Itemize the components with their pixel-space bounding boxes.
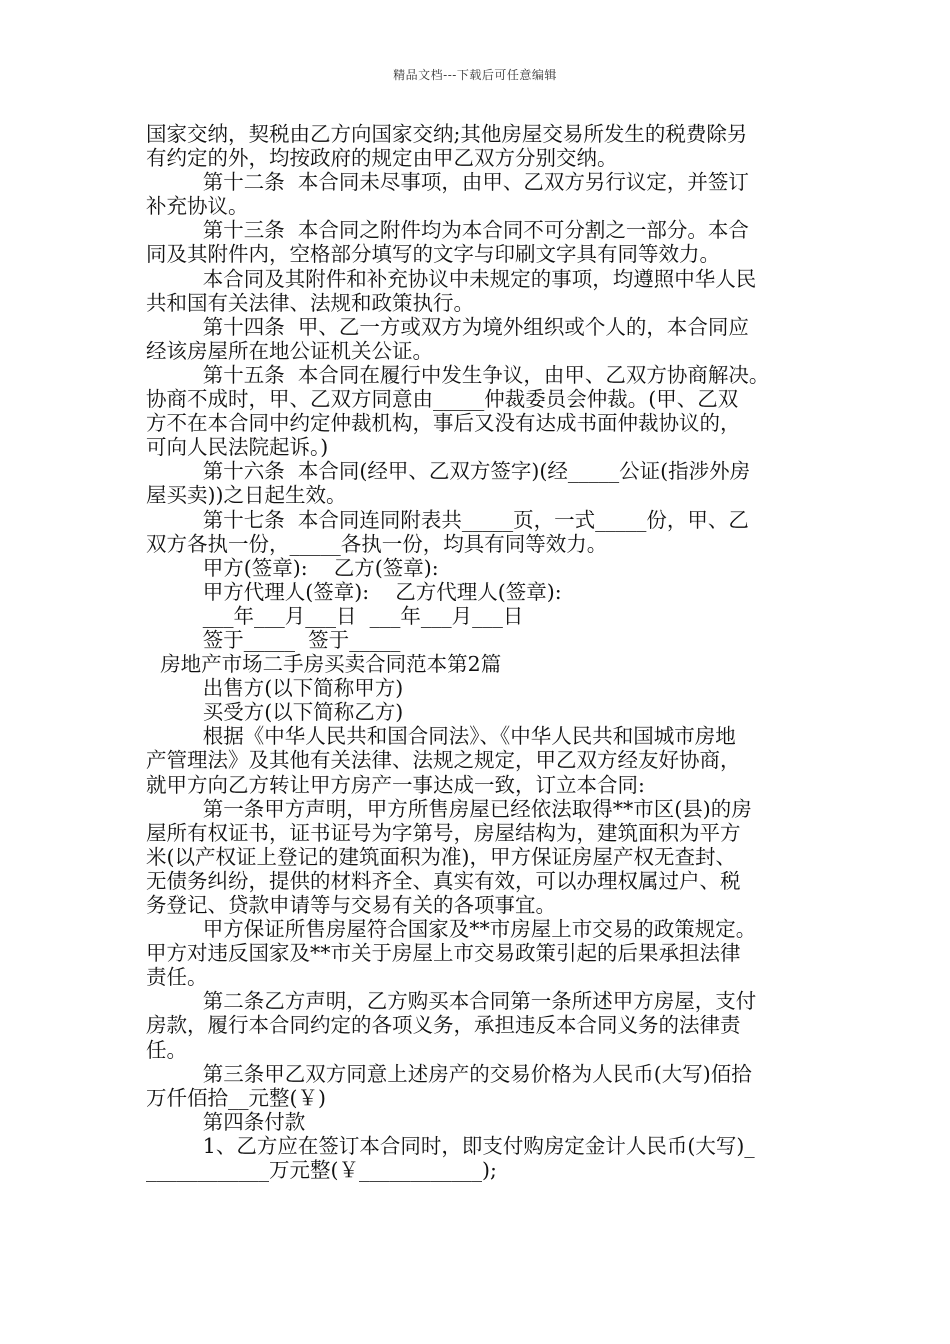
text-line: 买受方(以下简称乙方) [202,700,404,725]
text-line: 第一条甲方声明，甲方所售房屋已经依法取得**市区(县)的房 [202,796,752,821]
text-line: 务登记、贷款申请等与交易有关的各项事宜。 [146,893,556,917]
text-line: 协商不成时，甲、乙双方同意由_____仲裁委员会仲裁。(甲、乙双 [146,387,739,412]
text-line: 国家交纳，契税由乙方向国家交纳;其他房屋交易所发生的税费除另 [146,122,748,146]
text-line: 甲方对违反国家及**市关于房屋上市交易政策引起的后果承担法律 [146,941,741,966]
text-line: 任。 [146,1037,187,1062]
text-line: 第十六条 本合同(经甲、乙双方签字)(经_____公证(指涉外房 [202,459,751,484]
text-line: 万仟佰拾__元整(￥) [146,1085,326,1110]
text-line: 共和国有关法律、法规和政策执行。 [146,290,474,315]
text-line: 责任。 [146,965,208,990]
text-line: 第十二条 本合同未尽事项，由甲、乙双方另行议定，并签订 [202,170,749,195]
text-line: 第十三条 本合同之附件均为本合同不可分割之一部分。本合 [202,218,749,243]
text-line: 1、乙方应在签订本合同时，即支付购房定金计人民币(大写)_ [202,1133,755,1158]
text-line: 屋所有权证书，证书证号为字第号，房屋结构为，建筑面积为平方 [146,820,741,845]
text-line: ____________万元整(￥____________); [146,1158,497,1183]
text-line: 经该房屋所在地公证机关公证。 [146,338,433,363]
text-line: 第三条甲乙双方同意上述房产的交易价格为人民币(大写)佰拾 [202,1061,752,1086]
text-line: 有约定的外，均按政府的规定由甲乙双方分别交纳。 [146,146,618,171]
text-line: 第二条乙方声明，乙方购买本合同第一条所述甲方房屋，支付 [202,989,757,1014]
text-line: 第四条付款 [202,1109,306,1134]
text-line: 甲方代理人(签章): 乙方代理人(签章): [202,579,562,604]
text-line: 出售方(以下简称甲方) [202,676,404,701]
text-line: 双方各执一份，_____各执一份，均具有同等效力。 [146,531,608,556]
text-line: 根据《中华人民共和国合同法》、《中华人民共和国城市房地 [202,724,736,749]
text-line: 签于_____ 签于_____ [202,627,401,652]
text-line: 第十七条 本合同连同附表共_____页，一式_____份，甲、乙 [202,507,749,532]
text-line: 第十五条 本合同在履行中发生争议，由甲、乙双方协商解决。 [202,362,770,387]
text-line: 本合同及其附件和补充协议中未规定的事项，均遵照中华人民 [202,266,757,291]
text-line: 屋买卖))之日起生效。 [146,483,347,508]
text-line: 可向人民法院起诉。) [146,435,329,460]
page-header: 精品文档---下载后可任意编辑 [393,68,557,82]
text-line: 就甲方向乙方转让甲方房产一事达成一致，订立本合同: [146,772,645,797]
text-line: 方不在本合同中约定仲裁机构，事后又没有达成书面仲裁协议的， [146,411,741,436]
text-line: 甲方保证所售房屋符合国家及**市房屋上市交易的政策规定。 [202,917,757,942]
text-line: 第十四条 甲、乙一方或双方为境外组织或个人的，本合同应 [202,314,749,339]
document-body [146,122,812,1182]
text-line: 米(以产权证上登记的建筑面积为准)，甲方保证房屋产权无查封、 [146,844,736,869]
text-line: 甲方(签章): 乙方(签章): [202,555,439,580]
text-line: 同及其附件内，空格部分填写的文字与印刷文字具有同等效力。 [146,242,720,267]
text-line: 房地产市场二手房买卖合同范本第2篇 [160,652,502,677]
text-line: ___年___月___日 ___年___月___日 [202,603,524,628]
text-line: 产管理法》及其他有关法律、法规之规定，甲乙双方经友好协商， [146,748,741,773]
text-line: 房款，履行本合同约定的各项义务，承担违反本合同义务的法律责 [146,1013,741,1038]
text-line: 补充协议。 [146,194,249,219]
text-line: 无债务纠纷，提供的材料齐全、真实有效，可以办理权属过户、税 [146,868,741,893]
